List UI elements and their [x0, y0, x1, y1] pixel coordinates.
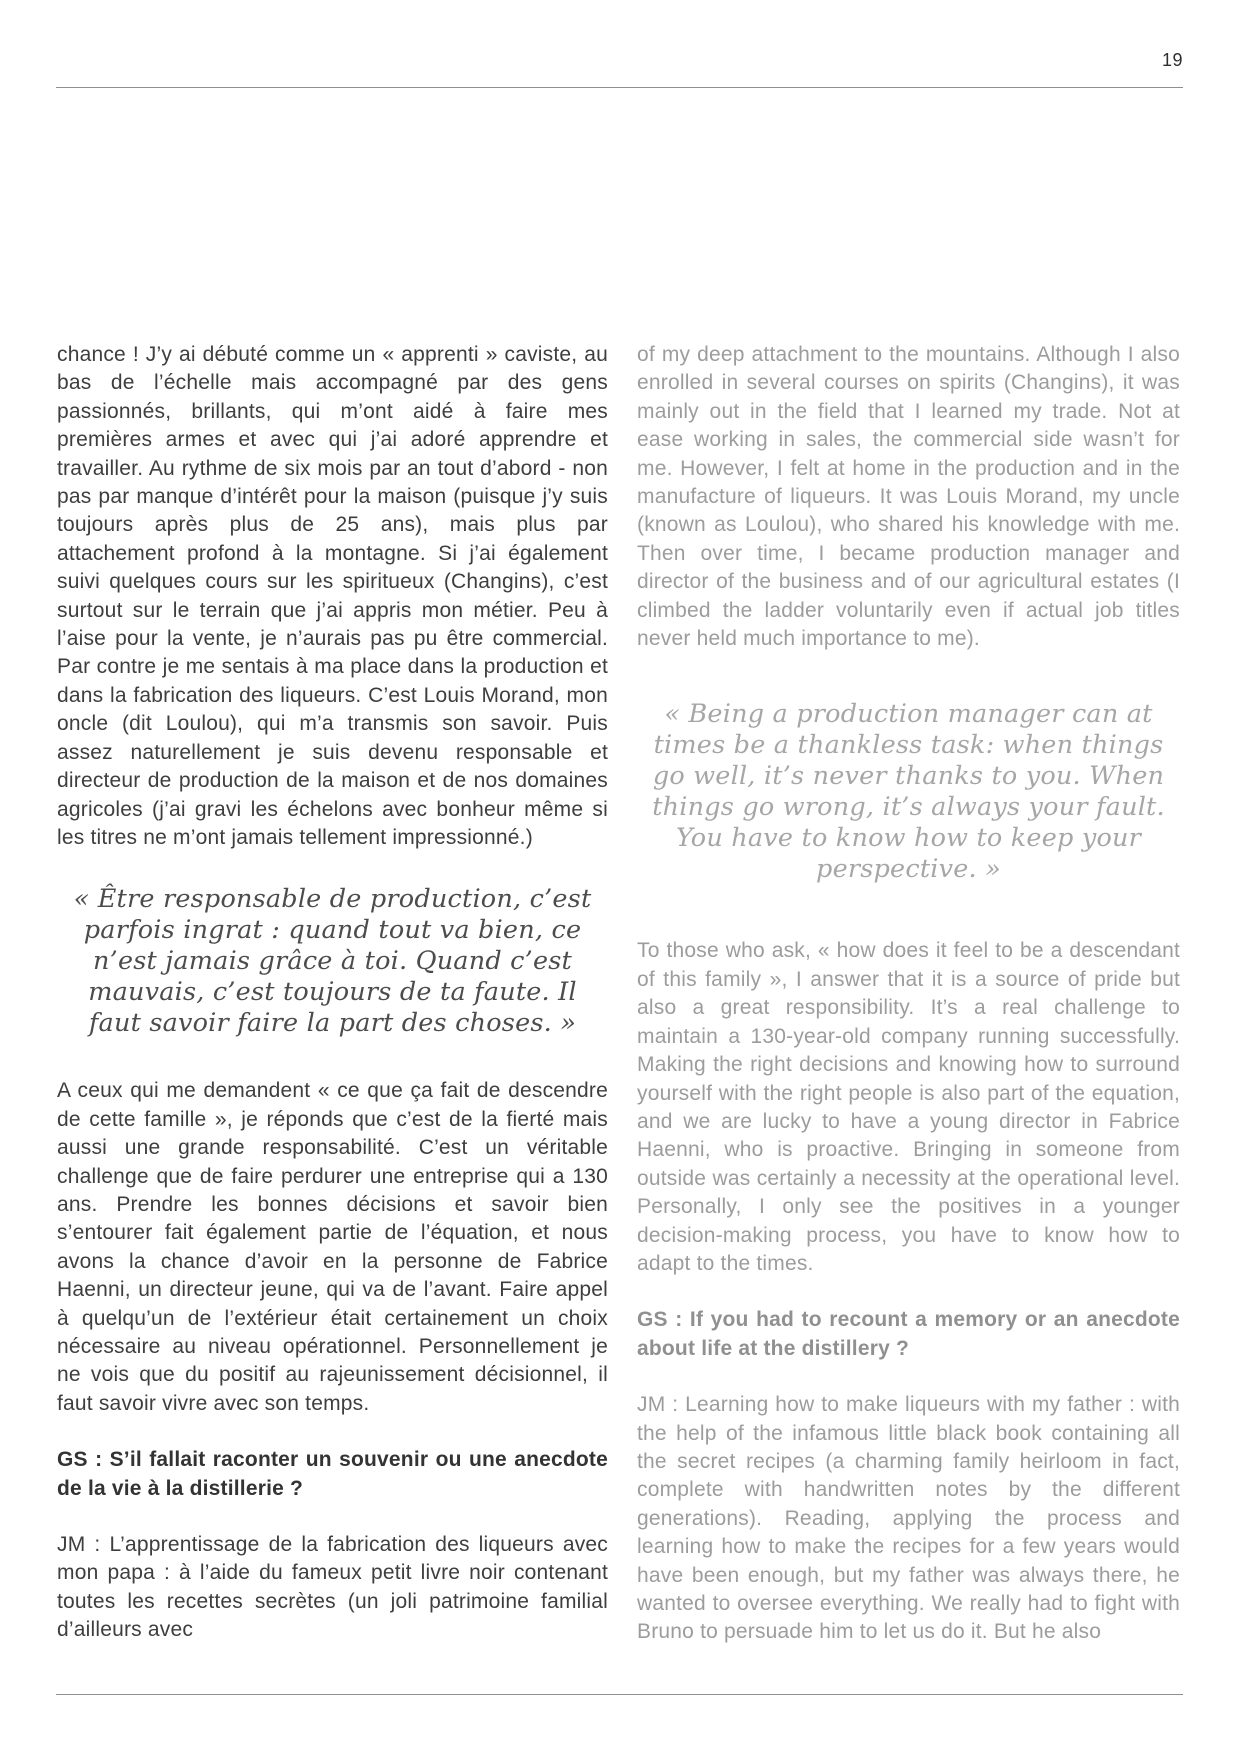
interview-question-fr: GS : S’il fallait raconter un souvenir ou une anecdote de la vie à la distillerie ? — [57, 1448, 608, 1500]
english-column — [637, 341, 1180, 1647]
paragraph-career-en: of my deep attachment to the mountains. Although I also enrolled in several courses on spirits (Changins), it was mainly out in the field that I learned my trade. Not at ease working in sales, the commercial side wasn’t for me. However, I felt at home in the production and in the manufacture of liqueurs. It was Louis Morand, my uncle (known as Loulou), who shared his knowledge with me. Then over time, I became production manager and director of the business and of our agricultural estates (I climbed the ladder voluntarily even if actual job titles never held much importance to me). — [637, 343, 1180, 651]
interview-answer-fr: JM : L’apprentissage de la fabrication des liqueurs avec mon papa : à l’aide du fameux petit livre noir contenant toutes les recettes secrètes (un joli patrimoine familial d’ailleurs avec — [57, 1533, 608, 1642]
paragraph-family-en: To those who ask, « how does it feel to be a descendant of this family », I answer that it is a source of pride but also a great responsibility. It’s a real challenge to maintain a 130-year-old company running successfully. Making the right decisions and knowing how to surround yourself with the right people is also part of the equation, and we are lucky to have a young director in Fabrice Haenni, who is proactive. Bringing in someone from outside was certainly a necessity at the operational level. Personally, I only see the positives in a younger decision-making process, you have to know how to adapt to the times. — [637, 939, 1180, 1275]
pull-quote-en: « Being a production manager can at times be a thankless task: when things go well, it’s never thanks to you. When things go wrong, it’s always your fault. You have to know how to keep your perspective. » — [652, 699, 1165, 885]
interview-answer-en: JM : Learning how to make liqueurs with my father : with the help of the infamous little black book containing all the secret recipes (a charming family heirloom in fact, complete with handwritten notes by the different generations). Reading, applying the process and learning how to make the recipes for a few years would have been enough, but my father was always there, he wanted to oversee everything. We really had to fight with Bruno to persuade him to let us do it. But he also — [637, 1393, 1180, 1644]
paragraph-family-fr: A ceux qui me demandent « ce que ça fait de descendre de cette famille », je réponds que c’est de la fierté mais aussi une grande responsabilité. C’est un véritable challenge que de faire perdurer une entreprise qui a 130 ans. Prendre les bonnes décisions et savoir bien s’entourer fait également partie de l’équation, et nous avons la chance d’avoir en la personne de Fabrice Haenni, un directeur jeune, qui va de l’avant. Faire appel à quelqu’un de l’extérieur était certainement un choix nécessaire au niveau opérationnel. Personnellement je ne vois que du positif au rajeunissement décisionnel, il faut savoir vivre avec son temps. — [57, 1079, 608, 1415]
interview-question-en: GS : If you had to recount a memory or an anecdote about life at the distillery ? — [637, 1308, 1180, 1360]
top-divider-rule — [56, 87, 1183, 88]
paragraph-career-fr: chance ! J’y ai débuté comme un « apprenti » caviste, au bas de l’échelle mais accompagné par des gens passionnés, brillants, qui m’ont aidé à faire mes premières armes et avec qui j’ai adoré apprendre et travailler. Au rythme de six mois par an tout d’abord - non pas par manque d’intérêt pour la maison (puisque j’y suis toujours après plus de 25 ans), mais plus par attachement profond à la montagne. Si j’ai également suivi quelques cours sur les spiritueux (Changins), c’est surtout sur le terrain que j’ai appris mon métier. Peu à l’aise pour la vente, je n’aurais pas pu être commercial. Par contre je me sentais à ma place dans la production et dans la fabrication des liqueurs. C’est Louis Morand, mon oncle (dit Loulou), qui m’a transmis son savoir. Puis assez naturellement je suis devenu responsable et directeur de production de la maison et de nos domaines agricoles (j’ai gravi les échelons avec bonheur même si les titres ne m’ont jamais tellement impressionné.) — [57, 343, 608, 849]
bottom-divider-rule — [56, 1694, 1183, 1695]
page-number: 19 — [1161, 50, 1183, 70]
pull-quote-fr: « Être responsable de production, c’est parfois ingrat : quand tout va bien, ce n’est jamais grâce à toi. Quand c’est mauvais, c’est toujours de ta faute. Il faut savoir faire la part des choses. » — [73, 884, 592, 1039]
french-column — [57, 341, 608, 1645]
